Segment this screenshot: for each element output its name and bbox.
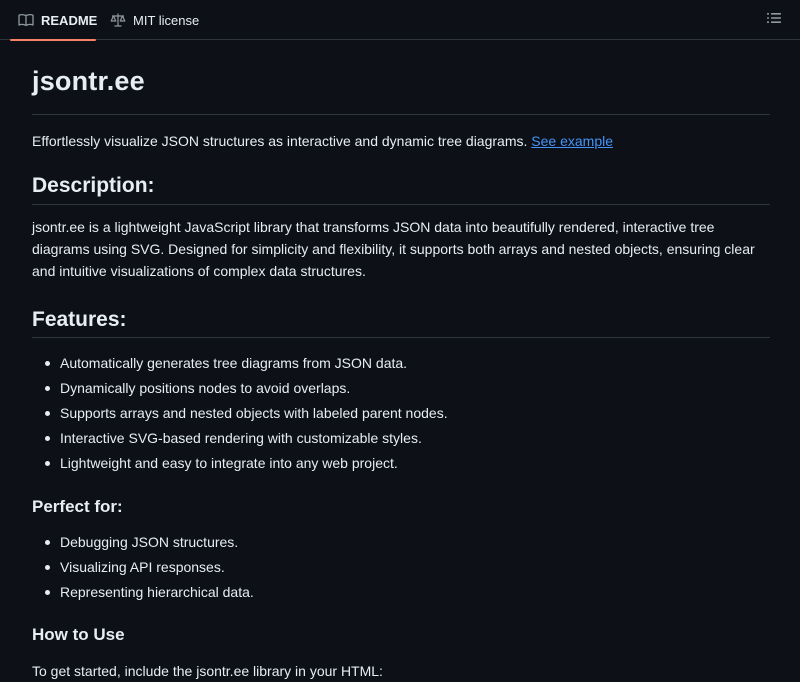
how-to-use-heading: How to Use [32, 625, 125, 644]
list-item: Dynamically positions nodes to avoid overlaps. [32, 377, 448, 402]
list-item: Visualizing API responses. [32, 556, 254, 581]
how-to-use-text: To get started, include the jsontr.ee library in your HTML: [32, 663, 383, 679]
intro-text [32, 130, 613, 152]
tab-license[interactable] [108, 0, 199, 40]
tab-readme-label: README [41, 12, 98, 28]
readme-tab-bar [0, 0, 800, 40]
description-text: jsontr.ee is a lightweight JavaScript library that transforms JSON data into beautifully rendered, interactive tree diagrams using SVG. Designed for simplicity and flexibility, it supports both arrays and nested objects, ensuring clear and intuitive visualizations of complex data structures. [32, 219, 755, 279]
perfect-for-heading: Perfect for: [32, 497, 123, 516]
list-item: Interactive SVG-based rendering with customizable styles. [32, 427, 448, 452]
title-divider [32, 114, 770, 115]
book-icon [18, 12, 34, 28]
perfect-for-list [32, 531, 254, 606]
see-example-link[interactable]: See example [531, 133, 613, 149]
tab-readme[interactable] [10, 0, 96, 40]
list-item: Supports arrays and nested objects with labeled parent nodes. [32, 402, 448, 427]
list-icon [766, 10, 782, 31]
list-item: Lightweight and easy to integrate into any web project. [32, 452, 448, 477]
intro-sentence: Effortlessly visualize JSON structures as interactive and dynamic tree diagrams. [32, 133, 528, 149]
features-list [32, 352, 448, 477]
list-item: Debugging JSON structures. [32, 531, 254, 556]
scale-icon [110, 12, 126, 28]
tab-license-label: MIT license [133, 12, 200, 28]
features-heading: Features: [32, 308, 127, 331]
description-divider [32, 204, 770, 205]
list-item: Representing hierarchical data. [32, 581, 254, 606]
list-item: Automatically generates tree diagrams from JSON data. [32, 352, 448, 377]
page-title: jsontr.ee [32, 66, 145, 96]
features-divider [32, 337, 770, 338]
outline-button[interactable] [762, 9, 786, 31]
description-heading: Description: [32, 174, 155, 197]
